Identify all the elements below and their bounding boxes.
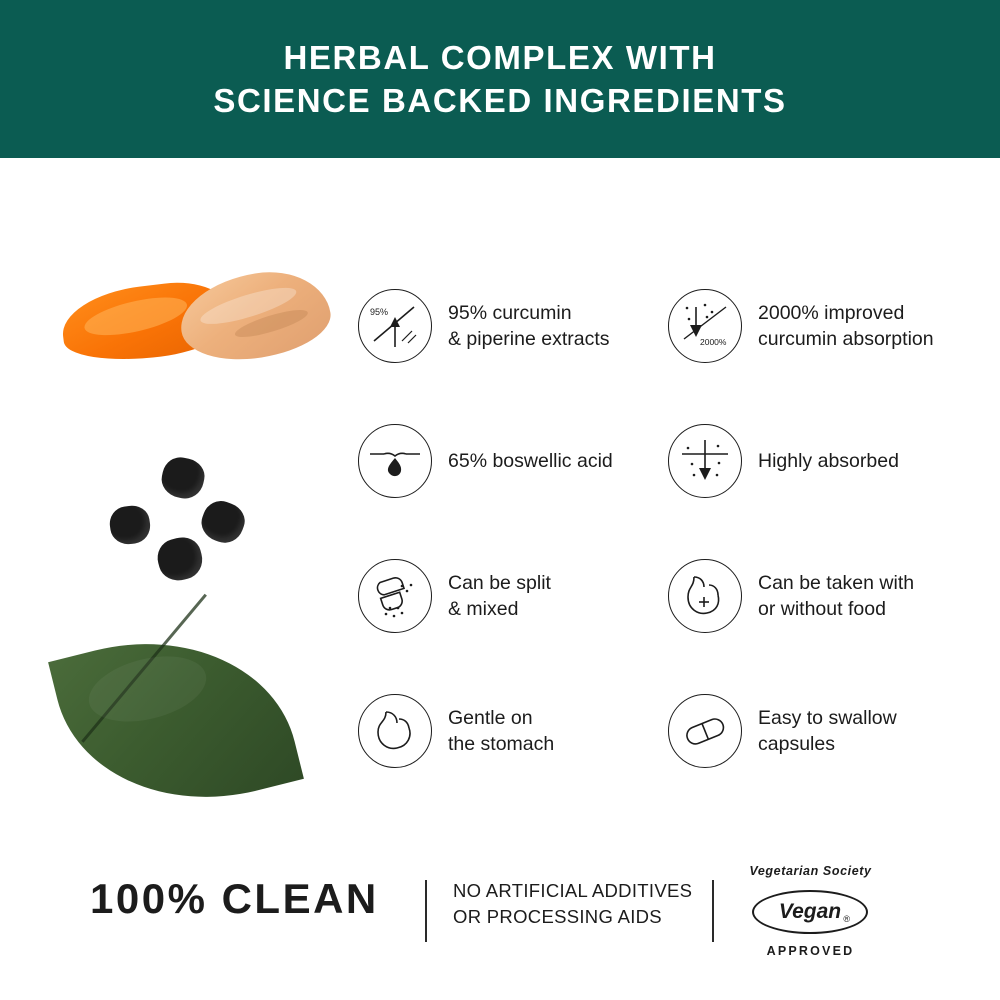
turmeric-whole-piece — [174, 263, 335, 369]
clean-claim: 100% CLEAN — [90, 875, 379, 922]
feature-text — [758, 448, 899, 474]
feature-item — [668, 528, 1000, 663]
feature-line-1: 65% boswellic acid — [448, 449, 613, 472]
feature-line-2: & piperine extracts — [448, 327, 610, 350]
header-title-line-1: HERBAL COMPLEX WITH — [283, 39, 717, 76]
feature-line-2: or without food — [758, 597, 886, 620]
feature-text — [448, 300, 610, 352]
peppercorn — [196, 496, 249, 548]
footer-note-line-2: OR PROCESSING AIDS — [453, 906, 662, 927]
capsule-icon — [668, 694, 742, 768]
feature-item — [358, 528, 668, 663]
feature-item — [668, 258, 1000, 393]
feature-item — [358, 393, 668, 528]
open-capsule-icon — [358, 559, 432, 633]
feature-text — [448, 448, 613, 474]
vegan-badge-bottom-text: APPROVED — [766, 944, 855, 958]
downward-arrow-absorb-icon — [668, 424, 742, 498]
percent-gauge-icon — [358, 289, 432, 363]
feature-item — [668, 663, 1000, 798]
droplet-icon — [358, 424, 432, 498]
feature-grid — [358, 258, 1000, 798]
feature-text — [758, 300, 934, 352]
feature-line-1: Gentle on — [448, 706, 533, 729]
vegan-badge-word: Vegan — [778, 900, 842, 923]
footer-note — [453, 878, 698, 930]
feature-line-1: Highly absorbed — [758, 449, 899, 472]
feature-text — [448, 570, 551, 622]
absorption-arrow-icon — [668, 289, 742, 363]
registered-mark: ® — [843, 914, 850, 924]
feature-item — [668, 393, 1000, 528]
green-leaf-image — [48, 609, 304, 832]
feature-item — [358, 258, 668, 393]
footer-divider — [712, 880, 714, 942]
peppercorn — [108, 503, 153, 546]
footer-divider — [425, 880, 427, 942]
feature-line-1: Can be split — [448, 571, 551, 594]
feature-line-2: capsules — [758, 732, 835, 755]
feature-text — [758, 570, 914, 622]
vegan-badge-top-text: Vegetarian Society — [749, 864, 872, 878]
vegan-approved-badge — [728, 862, 893, 962]
header-banner — [0, 0, 1000, 158]
footer-note-line-1: NO ARTIFICIAL ADDITIVES — [453, 880, 693, 901]
header-title-line-2: SCIENCE BACKED INGREDIENTS — [213, 82, 787, 119]
turmeric-root-image — [62, 268, 327, 373]
vegan-badge-oval — [752, 890, 868, 934]
feature-line-2: & mixed — [448, 597, 519, 620]
ingredient-imagery — [0, 158, 350, 848]
feature-line-2: curcumin absorption — [758, 327, 934, 350]
peppercorn — [158, 454, 207, 502]
stomach-icon — [358, 694, 432, 768]
feature-line-1: Easy to swallow — [758, 706, 897, 729]
feature-line-1: 95% curcumin — [448, 301, 572, 324]
black-peppercorns-image — [110, 458, 270, 588]
feature-item — [358, 663, 668, 798]
feature-text — [448, 705, 554, 757]
peppercorn — [153, 533, 206, 585]
svg-text:95%: 95% — [370, 306, 389, 317]
feature-line-1: Can be taken with — [758, 571, 915, 594]
feature-line-1: 2000% improved — [758, 301, 905, 324]
svg-text:2000%: 2000% — [700, 336, 727, 347]
stomach-plus-icon — [668, 559, 742, 633]
feature-text — [758, 705, 897, 757]
feature-line-2: the stomach — [448, 732, 555, 755]
